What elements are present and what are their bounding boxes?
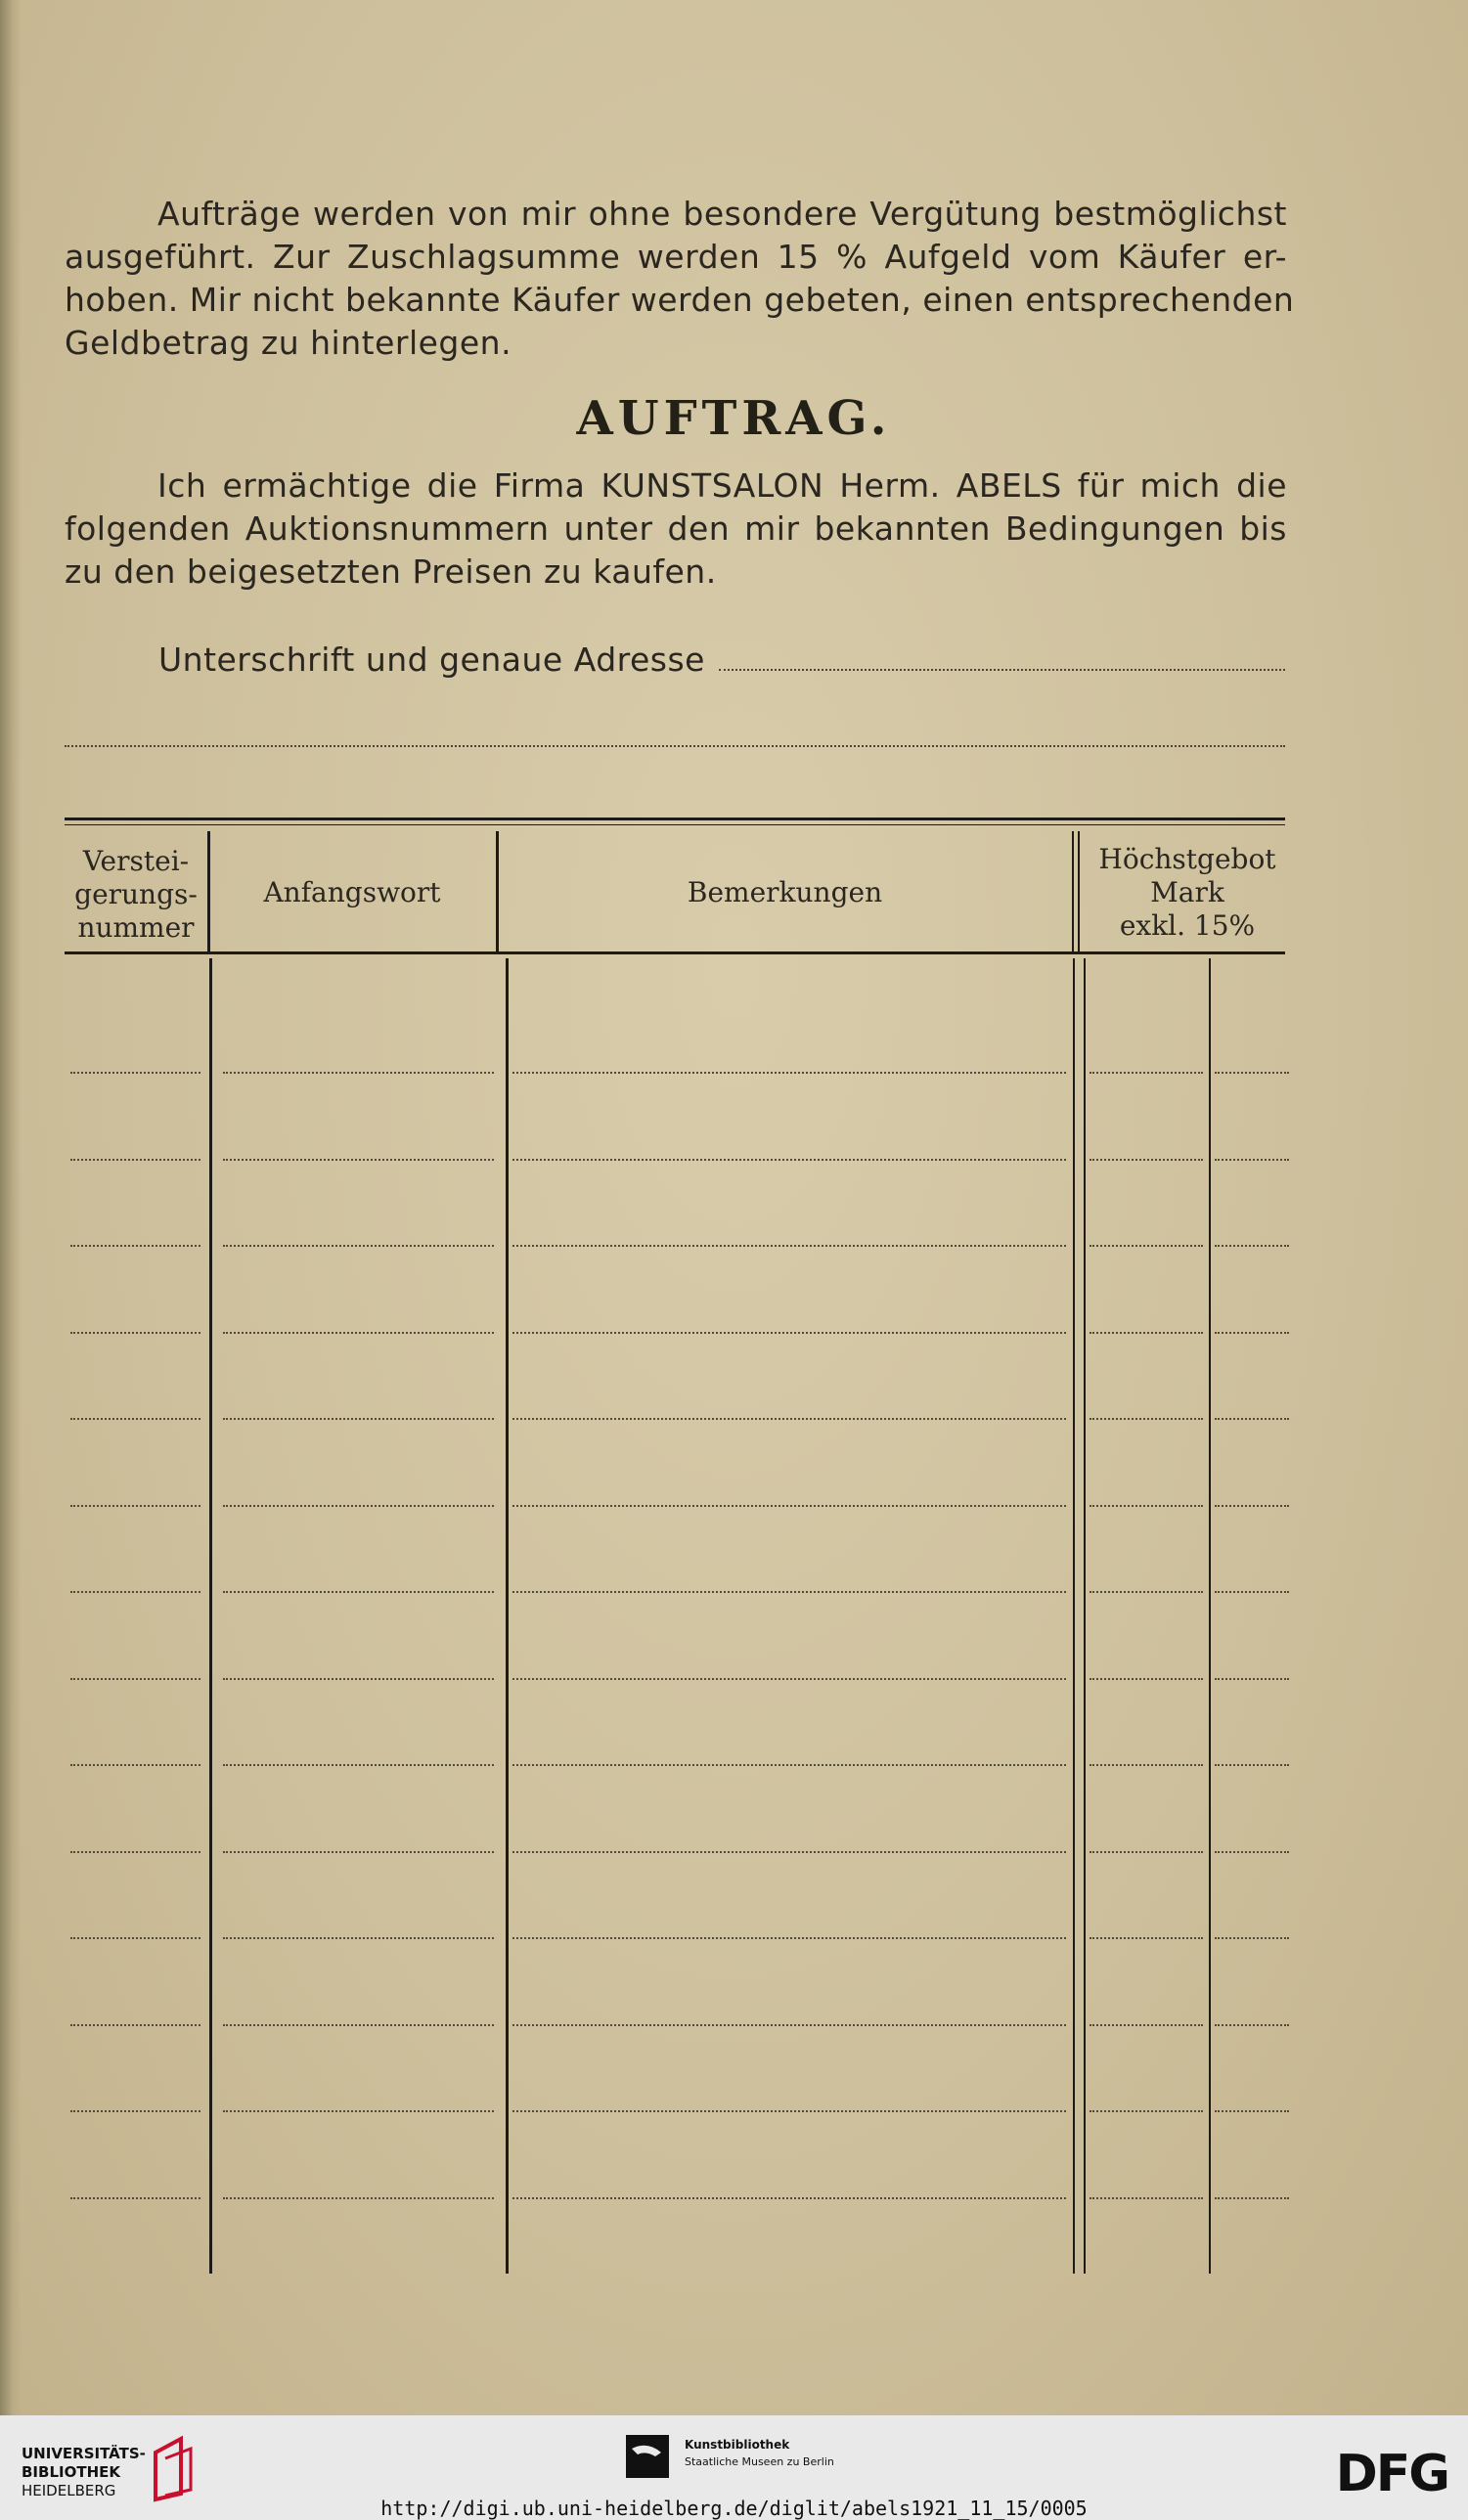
header-number-line: nummer (77, 911, 195, 944)
header-divider (207, 831, 210, 951)
intro-line: Aufträge werden von mir ohne besondere Vergütung bestmöglichst (157, 195, 1287, 233)
column-divider (506, 958, 509, 2274)
entry-dotted-line[interactable] (512, 1678, 1066, 1680)
entry-dotted-line[interactable] (70, 2110, 200, 2112)
header-max-bid (1080, 843, 1295, 943)
entry-dotted-line[interactable] (223, 1332, 494, 1334)
entry-dotted-line[interactable] (70, 1937, 200, 1939)
entry-dotted-line[interactable] (70, 1591, 200, 1593)
entry-dotted-line[interactable] (1215, 1159, 1289, 1161)
library-emblem-icon (152, 2435, 199, 2503)
entry-dotted-line[interactable] (70, 1159, 200, 1161)
table-top-rule-thin (65, 824, 1285, 825)
entry-dotted-line[interactable] (223, 1591, 494, 1593)
entry-dotted-line[interactable] (70, 2024, 200, 2026)
footer-bar (0, 2415, 1468, 2520)
header-number-line: gerungs- (74, 878, 198, 910)
header-max-bid-line: exkl. 15% (1119, 909, 1256, 942)
entry-dotted-line[interactable] (1090, 1937, 1203, 1939)
header-max-bid-line: Mark (1150, 876, 1224, 908)
order-title: AUFTRAG. (576, 391, 892, 446)
entry-dotted-line[interactable] (1090, 2024, 1203, 2026)
authorization-line: zu den beigesetzten Preisen zu kaufen. (65, 553, 717, 591)
entry-dotted-line[interactable] (70, 1245, 200, 1247)
entry-dotted-line[interactable] (1215, 2110, 1289, 2112)
kunstbibliothek-label (685, 2437, 834, 2470)
entry-dotted-line[interactable] (512, 1072, 1066, 1074)
entry-dotted-line[interactable] (1090, 1851, 1203, 1853)
authorization-paragraph (65, 464, 1287, 594)
entry-dotted-line[interactable] (1090, 1678, 1203, 1680)
intro-line: ausgeführt. Zur Zuschlagsumme werden 15 % Aufgeld vom Käufer er- (65, 238, 1287, 276)
signature-dotted-line[interactable] (719, 669, 1285, 671)
entry-dotted-line[interactable] (223, 1245, 494, 1247)
signature-label: Unterschrift und genaue Adresse (158, 641, 705, 679)
entry-dotted-line[interactable] (1090, 1591, 1203, 1593)
entry-dotted-line[interactable] (1215, 1764, 1289, 1766)
entry-dotted-line[interactable] (1215, 1072, 1289, 1074)
entry-dotted-line[interactable] (512, 1418, 1066, 1420)
entry-dotted-line[interactable] (1090, 1245, 1203, 1247)
column-divider (209, 958, 212, 2274)
entry-dotted-line[interactable] (223, 1072, 494, 1074)
library-logo-line: UNIVERSITÄTS- (22, 2445, 146, 2462)
header-number (65, 845, 207, 945)
entry-dotted-line[interactable] (70, 1851, 200, 1853)
header-remarks: Bemerkungen (687, 876, 883, 908)
entry-dotted-line[interactable] (512, 1332, 1066, 1334)
entry-dotted-line[interactable] (223, 2110, 494, 2112)
entry-dotted-line[interactable] (512, 2110, 1066, 2112)
entry-dotted-line[interactable] (512, 2197, 1066, 2199)
header-divider (1072, 831, 1074, 951)
entry-dotted-line[interactable] (512, 1764, 1066, 1766)
entry-dotted-line[interactable] (1215, 1937, 1289, 1939)
entry-dotted-line[interactable] (512, 1159, 1066, 1161)
entry-dotted-line[interactable] (512, 1937, 1066, 1939)
entry-dotted-line[interactable] (223, 2024, 494, 2026)
header-start-word: Anfangswort (263, 876, 441, 908)
table-header-rule (65, 951, 1285, 954)
column-divider (1209, 958, 1211, 2274)
entry-dotted-line[interactable] (1215, 1851, 1289, 1853)
entry-dotted-line[interactable] (1090, 1505, 1203, 1507)
entry-dotted-line[interactable] (1215, 1591, 1289, 1593)
entry-dotted-line[interactable] (223, 2197, 494, 2199)
header-max-bid-line: Höchstgebot (1098, 843, 1276, 875)
intro-line: hoben. Mir nicht bekannte Käufer werden gebeten, einen entsprechenden (65, 281, 1295, 319)
page-spine-shadow (0, 0, 22, 2415)
header-divider (1078, 831, 1080, 951)
entry-dotted-line[interactable] (1090, 1159, 1203, 1161)
header-divider (496, 831, 499, 951)
entry-dotted-line[interactable] (1090, 1418, 1203, 1420)
signature-field[interactable] (158, 636, 1285, 679)
authorization-line: Ich ermächtige die Firma KUNSTSALON Herm. ABELS für mich die (157, 466, 1287, 505)
table-top-rule (65, 818, 1285, 820)
entry-dotted-line[interactable] (223, 1937, 494, 1939)
entry-dotted-line[interactable] (512, 1851, 1066, 1853)
entry-dotted-line[interactable] (512, 1245, 1066, 1247)
entry-dotted-line[interactable] (1090, 2197, 1203, 2199)
authorization-line: folgenden Auktionsnummern unter den mir bekannten Bedingungen bis (65, 509, 1287, 548)
entry-dotted-line[interactable] (70, 1678, 200, 1680)
library-logo-line: BIBLIOTHEK (22, 2463, 120, 2481)
entry-dotted-line[interactable] (512, 2024, 1066, 2026)
entry-dotted-line[interactable] (223, 1678, 494, 1680)
kunstbibliothek-subtitle: Staatliche Museen zu Berlin (685, 2455, 834, 2468)
entry-dotted-line[interactable] (512, 1591, 1066, 1593)
column-divider (1073, 958, 1075, 2274)
entry-dotted-line[interactable] (223, 1764, 494, 1766)
entry-dotted-line[interactable] (1215, 1418, 1289, 1420)
entry-dotted-line[interactable] (1215, 1505, 1289, 1507)
header-number-line: Verstei- (82, 845, 190, 877)
intro-line: Geldbetrag zu hinterlegen. (65, 324, 512, 362)
entry-dotted-line[interactable] (1090, 1332, 1203, 1334)
entry-dotted-line[interactable] (1215, 2024, 1289, 2026)
entry-dotted-line[interactable] (1090, 1072, 1203, 1074)
entry-dotted-line[interactable] (223, 1159, 494, 1161)
kunstbibliothek-logo-icon (626, 2435, 669, 2478)
library-logo[interactable] (22, 2445, 146, 2500)
entry-dotted-line[interactable] (70, 1418, 200, 1420)
source-url[interactable]: http://digi.ub.uni-heidelberg.de/diglit/abels1921_11_15/0005 (380, 2497, 1088, 2520)
entry-dotted-line[interactable] (70, 1505, 200, 1507)
entry-dotted-line[interactable] (223, 1505, 494, 1507)
entry-dotted-line[interactable] (1090, 1764, 1203, 1766)
entry-dotted-line[interactable] (70, 1332, 200, 1334)
entry-dotted-line[interactable] (1215, 2197, 1289, 2199)
column-divider (1084, 958, 1086, 2274)
entry-dotted-line[interactable] (70, 1764, 200, 1766)
entry-dotted-line[interactable] (223, 1418, 494, 1420)
entry-dotted-line[interactable] (70, 1072, 200, 1074)
address-dotted-line[interactable] (65, 745, 1285, 747)
entry-dotted-line[interactable] (1090, 2110, 1203, 2112)
dfg-logo[interactable]: DFG (1335, 2445, 1448, 2503)
entry-dotted-line[interactable] (512, 1505, 1066, 1507)
kunstbibliothek-title: Kunstbibliothek (685, 2438, 790, 2452)
entry-dotted-line[interactable] (223, 1851, 494, 1853)
intro-paragraph (65, 193, 1295, 365)
entry-dotted-line[interactable] (1215, 1245, 1289, 1247)
entry-dotted-line[interactable] (1215, 1678, 1289, 1680)
library-logo-line: HEIDELBERG (22, 2482, 116, 2499)
entry-dotted-line[interactable] (1215, 1332, 1289, 1334)
entry-dotted-line[interactable] (70, 2197, 200, 2199)
